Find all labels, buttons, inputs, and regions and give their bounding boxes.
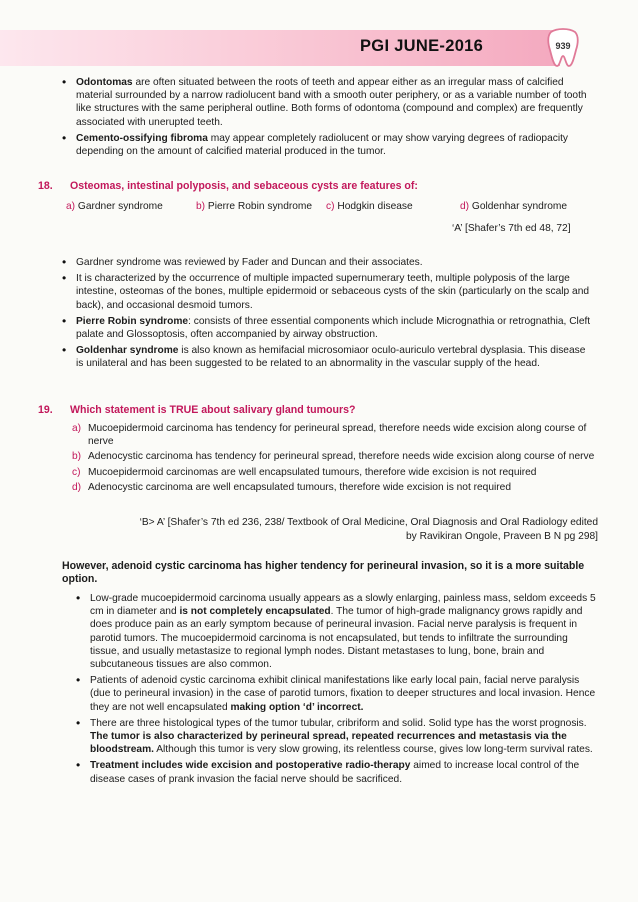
bullet-emphasis: The tumor is also characterized by perineural spread, repeated recurrences and metastasis via the bloodstream. <box>90 731 567 756</box>
bullet-text: aimed to increase local control of the disease cases of prank invasion the facial nerve should be sacrificed. <box>90 760 580 785</box>
option-text: Goldenhar syndrome <box>471 201 568 212</box>
bullet-lead: Goldenhar syndrome <box>76 345 179 357</box>
option-text: Hodgkin disease <box>337 201 413 212</box>
page-number: 939 <box>555 41 571 51</box>
answer-reference-line2: by Ravikiran Ongole, Praveen B N pg 298] <box>406 531 598 542</box>
intro-section <box>62 76 588 161</box>
option-c <box>326 200 413 213</box>
intro-bullet <box>62 76 588 129</box>
bullet-lead: Cemento-ossifying fibroma <box>76 132 208 144</box>
bullet-text: Low-grade mucoepidermoid carcinoma usually appears as a slowly enlarging, painless mass, seldom exceeds 5 cm in diameter and <box>90 593 596 618</box>
bullet-text: is also known as hemifacial microsomiaor oculo-auriculo vertebral dysplasia. This disease is unilateral and has been suggested to be related to an abnormality in the vascular supply of the head. <box>76 345 586 370</box>
explanation-bullet <box>62 256 594 269</box>
bullet-text: Although this tumor is very slow growing, its relentless course, gives low long-term survival rates. <box>153 744 593 756</box>
option-d <box>72 481 598 494</box>
bullet-text: are often situated between the roots of teeth and appear either as an irregular mass of calcified material surrounded by a narrow radiolucent band with a smooth outer periphery, or as a variable number of tooth like structures with the same peripheral outline. Both forms of odontoma (compound and complex) are frequently associated with unerupted teeth. <box>76 77 587 128</box>
explanation-bullet <box>62 344 594 370</box>
option-b <box>196 200 312 213</box>
option-letter: a) <box>66 201 76 212</box>
explanation-bullet <box>62 272 594 312</box>
option-letter: a) <box>72 423 82 434</box>
bullet-emphasis: making option ‘d’ incorrect. <box>230 701 364 713</box>
option-text: Mucoepidermoid carcinoma has tendency for perineural spread, therefore needs wide excision along course of nerve <box>88 423 587 448</box>
option-a <box>72 422 598 448</box>
bullet-emphasis: is not completely encapsulated <box>179 606 331 618</box>
question-text: Osteomas, intestinal polyposis, and sebaceous cysts are features of: <box>70 180 418 192</box>
explanation-bullet <box>76 674 598 714</box>
bullet-lead: Pierre Robin syndrome <box>76 315 189 327</box>
explanation-bullet <box>76 717 598 757</box>
question-number: 19. <box>38 404 53 416</box>
option-text: Mucoepidermoid carcinomas are well encapsulated tumours, therefore wide excision is not required <box>88 466 537 478</box>
explanation-bullet <box>62 315 594 341</box>
option-text: Adenocystic carcinoma are well encapsulated tumours, therefore wide excision is not required <box>88 481 511 493</box>
explanation-bullet <box>76 759 598 785</box>
q18-explanation <box>62 256 594 374</box>
option-text: Gardner syndrome <box>77 201 163 212</box>
bullet-text: There are three histological types of the tumor tubular, cribriform and solid. Solid type has the worst prognosis. <box>90 717 587 729</box>
option-text: Pierre Robin syndrome <box>207 201 313 212</box>
bullet-emphasis: Treatment includes wide excision and postoperative radio-therapy <box>90 760 411 772</box>
explanation-bullet <box>76 592 598 671</box>
bullet-lead: Odontomas <box>76 77 133 88</box>
question-number: 18. <box>38 180 53 192</box>
option-letter: d) <box>460 201 470 212</box>
answer-reference: ‘B> A’ [Shafer’s 7th ed 236, 238/ Textbook of Oral Medicine, Oral Diagnosis and Oral Radiology edited <box>139 517 598 528</box>
option-letter: c) <box>72 466 81 478</box>
intro-bullet <box>62 132 588 158</box>
option-letter: d) <box>72 481 82 493</box>
option-b <box>72 450 598 463</box>
answer-reference: ‘A’ [Shafer’s 7th ed 48, 72] <box>452 223 571 234</box>
bullet-text: Patients of adenoid cystic carcinoma exhibit clinical manifestations like early local pain, facial nerve paralysis (due to perineural invasion) in the case of parotid tumors, fixation to deeper structures and local invasion. Hence they are not well encapsulated <box>90 675 596 713</box>
bullet-text: : consists of three essential components which include Micrognathia or retrognathia, Cleft palate and Glossoptosis, often accompanied by airway obstruction. <box>76 315 591 341</box>
option-d <box>460 200 567 213</box>
option-c <box>72 466 598 479</box>
q19-options <box>72 422 598 496</box>
question-text: Which statement is TRUE about salivary gland tumours? <box>70 404 356 416</box>
option-letter: b) <box>72 451 82 463</box>
bullet-text: It is characterized by the occurrence of multiple impacted supernumerary teeth, multiple polyposis of the large intestine, osteomas of the bones, multiple epidermoid or sebaceous cysts of the skin (particularly on the scalp and back), and occasional desmoid tumors. <box>76 273 590 311</box>
option-a <box>66 200 163 213</box>
option-text: Adenocystic carcinoma has tendency for perineural spread, therefore needs wide excision along course of nerve <box>88 451 595 463</box>
bullet-text: may appear completely radiolucent or may show varying degrees of radiopacity depending on the amount of calcified material produced in the tumor. <box>76 132 569 158</box>
option-letter: c) <box>326 201 335 212</box>
bullet-text: Gardner syndrome was reviewed by Fader and Duncan and their associates. <box>76 257 423 268</box>
conclusion-statement: However, adenoid cystic carcinoma has higher tendency for perineural invasion, so it is a more suitable option. <box>62 560 585 586</box>
q19-explanation <box>76 592 598 789</box>
bullet-text: . The tumor of high-grade malignancy grows rapidly and does produce pain as an early symptom because of perineural invasion. Facial nerve paralysis is frequent in parotid tumors. The mucoepidermoid carcinoma is not encapsulated, but tends to infiltrate the surrounding tissue, and usually metastasize to regional lymph nodes. Distant metastases to lung, bone, brain and subcutaneous tissues are also common. <box>90 606 583 671</box>
option-letter: b) <box>196 201 206 212</box>
page-header-title: PGI JUNE-2016 <box>360 37 484 55</box>
